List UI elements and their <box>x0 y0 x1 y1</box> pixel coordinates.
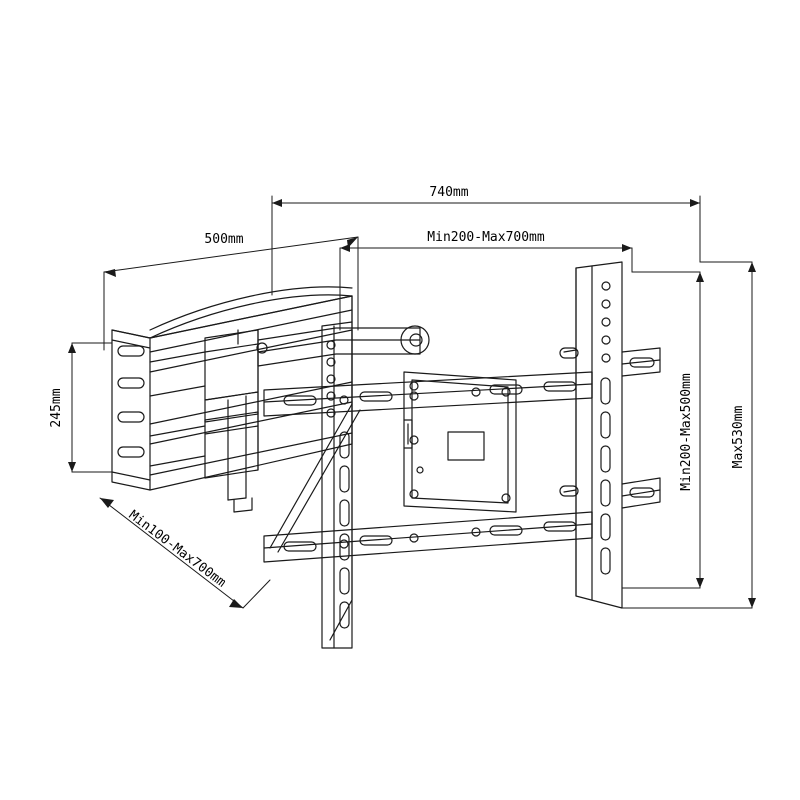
dimension-label-overall-width: 740mm <box>429 185 469 200</box>
dimension-label-vesa-horizontal-range: Min200-Max700mm <box>427 230 545 245</box>
dimension-label-vesa-vertical-range: Min200-Max500mm <box>679 373 694 491</box>
dimension-label-arm-extension: 500mm <box>204 232 244 247</box>
right-panel <box>560 262 660 608</box>
wall-plate-left <box>112 296 352 490</box>
tv-rail-bottom <box>264 512 592 562</box>
dimension-label-overall-height: Max530mm <box>731 405 746 469</box>
vertical-post-left <box>322 322 352 648</box>
dimension-label-bracket-height: 245mm <box>49 388 64 428</box>
tv-rail-top <box>264 372 592 416</box>
dimension-label-depth-range: Min100-Max700mm <box>125 507 229 591</box>
